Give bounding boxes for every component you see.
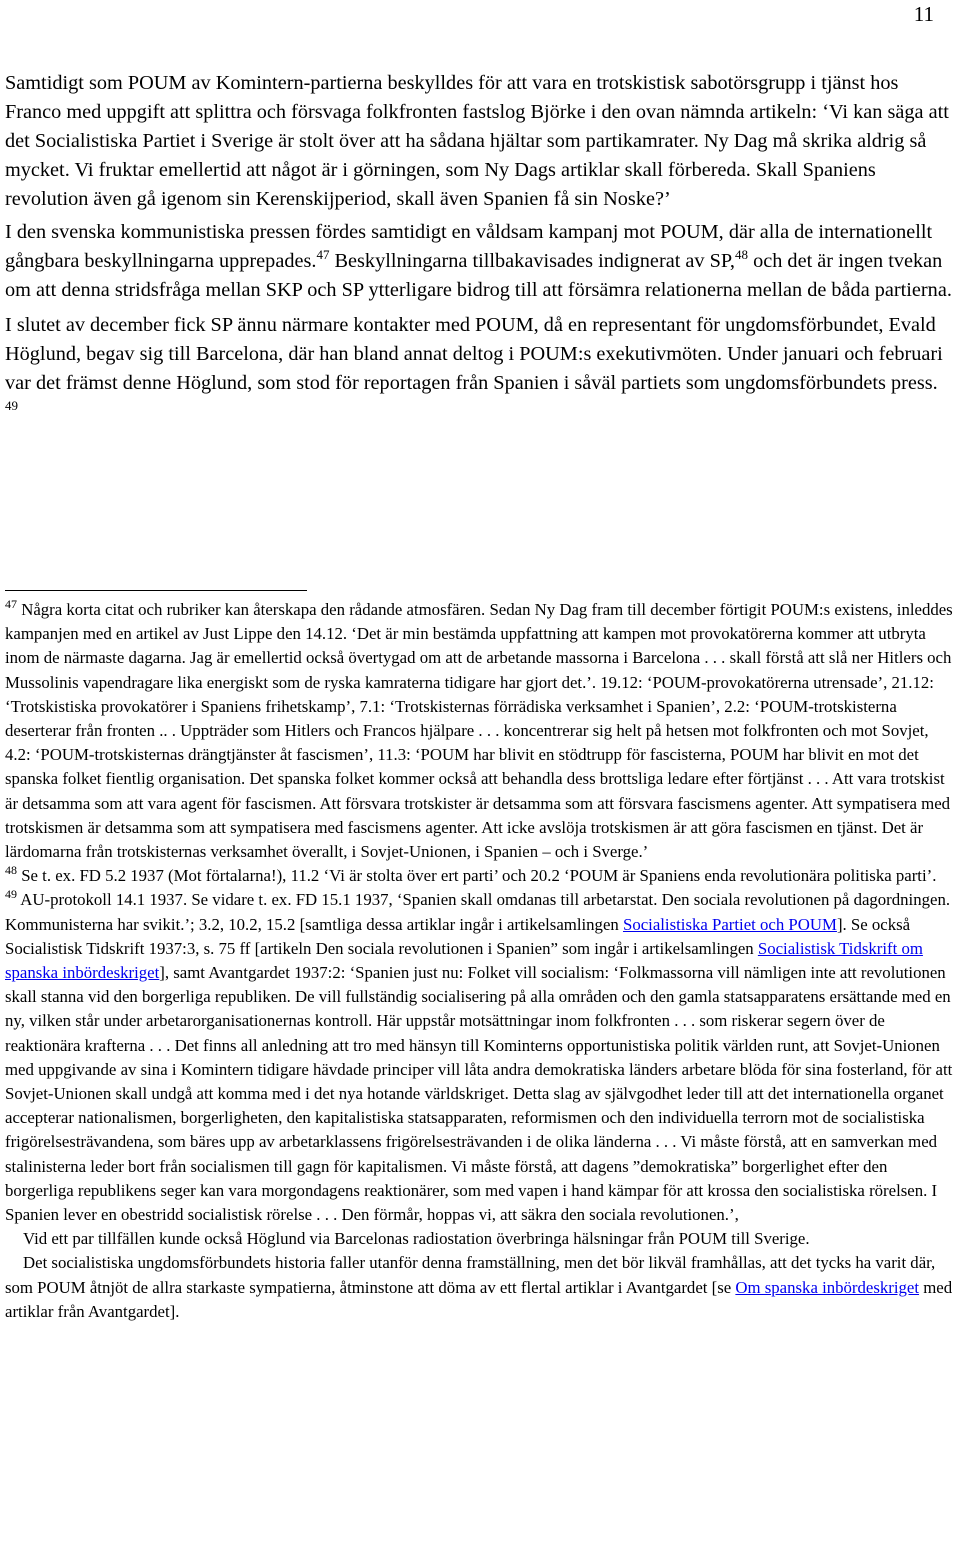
footnote-separator xyxy=(5,590,307,591)
page-number: 11 xyxy=(913,2,934,26)
footnote-49 xyxy=(5,888,955,1227)
footnote-49-text-a: AU-protokoll 14.1 1937. Se vidare t. ex. FD 15.1 1937, ‘Spanien skall omdanas till arbetarstat. Den sociala revolutionen på dagordningen. Kommunisterna har svikit.’; 3.2, 10.2, 15.2 [samtliga dessa artiklar ingår i artikelsamlingen xyxy=(5,890,951,934)
footnote-49-paragraph-3-text-a: Det socialistiska ungdomsförbundets historia faller utanför denna framställning, men det bör likväl framhållas, att det tycks ha varit där, som POUM åtnjöt de allra starkaste sympatierna, åtminstone att döma av ett flertal artiklar i Avantgardet [se xyxy=(5,1253,936,1297)
footnote-48-number: 48 xyxy=(5,863,17,878)
footnotes xyxy=(5,598,955,1324)
body-text xyxy=(5,69,955,433)
footnote-49-paragraph-2: Vid ett par tillfällen kunde också Höglund via Barcelonas radiostation överbringa hälsningar från POUM till Sverige. xyxy=(23,1229,810,1249)
footnote-49-text-c: ], samt Avantgardet 1937:2: ‘Spanien just nu: Folket vill socialism: ‘Folkmassorna vill nämligen inte att revolutionen skall stanna vid den borgerliga republiken. De vill fullständig socialisering på alla områden och den gamla statsapparatens ersättande med en ny, vilken står under arbetarorganisationernas kontroll. Här uppstår motsättningar inom folkfronten . . . som riskerar segern över de reaktionära krafterna . . . Det finns all anledning att tro med hänsyn till Kominterns opportunistiska politik världen runt, att Sovjet-Unionen med uppgivande av sina i Komintern tidigare hävdade principer vill låta andra demokratiska länders arbetare blöda för sina fosterland, för att Sovjet-Unionen skall undgå att komma med i det nya hotande världskriget. Detta slag av självgodhet leder till att det internationella organet accepterar nationalismen, borgerligheten, den kapitalistiska statsapparaten, reformismen och den individuella terrorn mot de socialistiska frigörelsesträvandena, som bäres upp av arbetarklassens frigörelsesträvanden i de olika länderna . . . Vi måste förstå, att en samverkan med stalinisterna leder bort från socialismen till gagn för kapitalismen. Vi måste förstå, att dagens ”demokratiska” borgerlighet efter den borgerliga republikens seger kan vara morgondagens reaktionärer, som med vapen i hand kämpar för att krossa den socialistiska rörelsen. I Spanien lever en obestridd socialistisk rörelse . . . Den förmår, hoppas vi, att säkra den sociala revolutionen.’, xyxy=(5,963,953,1225)
footnote-48-text: Se t. ex. FD 5.2 1937 (Mot förtalarna!), 11.2 ‘Vi är stolta över ert parti’ och 20.2 ‘POUM är Spaniens enda revolutionära politiska parti’. xyxy=(17,866,937,886)
link-om-spanska-inbordeskriget[interactable]: Om spanska inbördeskriget xyxy=(735,1277,920,1297)
footnote-ref-49[interactable]: 49 xyxy=(5,398,18,413)
footnote-47-text: Några korta citat och rubriker kan återskapa den rådande atmosfären. Sedan Ny Dag fram till december förtigit POUM:s existens, inleddes kampanjen med en artikel av Just Lippe den 14.12. ‘Det är min bestämda uppfattning att kampen mot provokatörerna kommer att utbryta inom de närmaste dagarna. Jag är emellertid också övertygad om att de arbetande massorna i Barcelona . . . skall förstå att slå ner Hitlers och Mussolinis vapendragare lika energiskt som de ryska kamraterna tidigare har gjort det.’. 19.12: ‘POUM-provokatörerna utrensade’, 21.12: ‘Trotskistiska provokatörer i Spaniens frihetskamp’, 7.1: ‘Trotskisternas förrädiska verksamhet i Spanien’, 2.2: ‘POUM-trotskisterna deserterar från fronten .. . Uppträder som Hitlers och Francos hjälpare . . . koncentrerar sig helt på hetsen mot folkfronten och mot Sovjet, 4.2: ‘POUM-trotskisternas drängtjänster åt fascismen’, 11.3: ‘POUM har blivit en stödtrupp för fascisterna, POUM har blivit en mot det spanska folket fientlig organisation. Det spanska folket kommer också att behandla dess brottsliga ledare efter förtjänst . . . Att vara trotskist är detsamma som att vara agent för fascismen. Att försvara trotskister är detsamma som att försvara fascismens agenter. Att sympatisera med trotskismen är detsamma som att sympatisera med fascismens agenter. Att icke avslöja trotskismen är att göra fascismen en tjänst. Det är lärdomarna från trotskisternas verksamhet överallt, i Sovjet-Unionen, i Spanien – och i Sverge.’ xyxy=(5,600,953,862)
footnote-ref-47[interactable]: 47 xyxy=(316,247,330,262)
paragraph-1: Samtidigt som POUM av Komintern-partierna beskylldes för att vara en trotskistisk sabotörsgrupp i tjänst hos Franco med uppgift att splittra och försvaga folkfronten fastslog Björke i den ovan nämnda artikeln: ‘Vi kan säga att det Socialistiska Partiet i Sverige är stolt över att ha sådana hjältar som partikamrater. Ny Dag må skrika aldrig så mycket. Vi fruktar emellertid att något är i görningen, som Ny Dags artiklar skall förbereda. Skall Spaniens revolution även gå igenom sin Kerenskijperiod, skall även Spanien få sin Noske?’ xyxy=(5,72,949,210)
footnote-47-number: 47 xyxy=(5,597,17,611)
footnote-48 xyxy=(5,864,955,888)
footnote-49-number: 49 xyxy=(5,887,17,902)
paragraph-3-text: I slutet av december fick SP ännu närmare kontakter med POUM, då en representant för ungdomsförbundet, Evald Höglund, begav sig till Barcelona, där han bland annat deltog i POUM:s exekutivmöten. Under januari och februari var det främst denne Höglund, som stod för reportagen från Spanien i såväl partiets som ungdomsförbundets press. xyxy=(5,314,943,394)
paragraph-2-text-c: och det är ingen tvekan om att denna stridsfråga mellan SKP och SP ytterligare bidrog till att försämra relationerna mellan de båda partierna. xyxy=(5,250,952,301)
footnote-49-paragraph-3-text-b: med artiklar från Avantgardet]. xyxy=(5,1277,953,1321)
paragraph-2-text-a: I den svenska kommunistiska pressen fördes samtidigt en våldsam kampanj mot POUM, där alla de internationellt gångbara beskyllningarna upprepades. xyxy=(5,221,933,272)
footnote-49-text-b: ]. Se också Socialistisk Tidskrift 1937:3, s. 75 ff [artikeln Den sociala revolutionen i Spanien” som ingår i artikelsamlingen xyxy=(5,914,911,958)
footnote-47 xyxy=(5,598,955,864)
link-socialistiska-partiet-och-poum[interactable]: Socialistiska Partiet och POUM xyxy=(622,914,837,934)
paragraph-3 xyxy=(5,311,955,427)
paragraph-2 xyxy=(5,218,955,305)
link-socialistisk-tidskrift[interactable]: Socialistisk Tidskrift om spanska inbördeskriget xyxy=(5,938,923,983)
footnote-ref-48[interactable]: 48 xyxy=(735,247,748,262)
footnote-49-paragraph-3 xyxy=(5,1251,955,1324)
paragraph-2-text-b: Beskyllningarna tillbakavisades indignerat av SP, xyxy=(329,250,735,272)
